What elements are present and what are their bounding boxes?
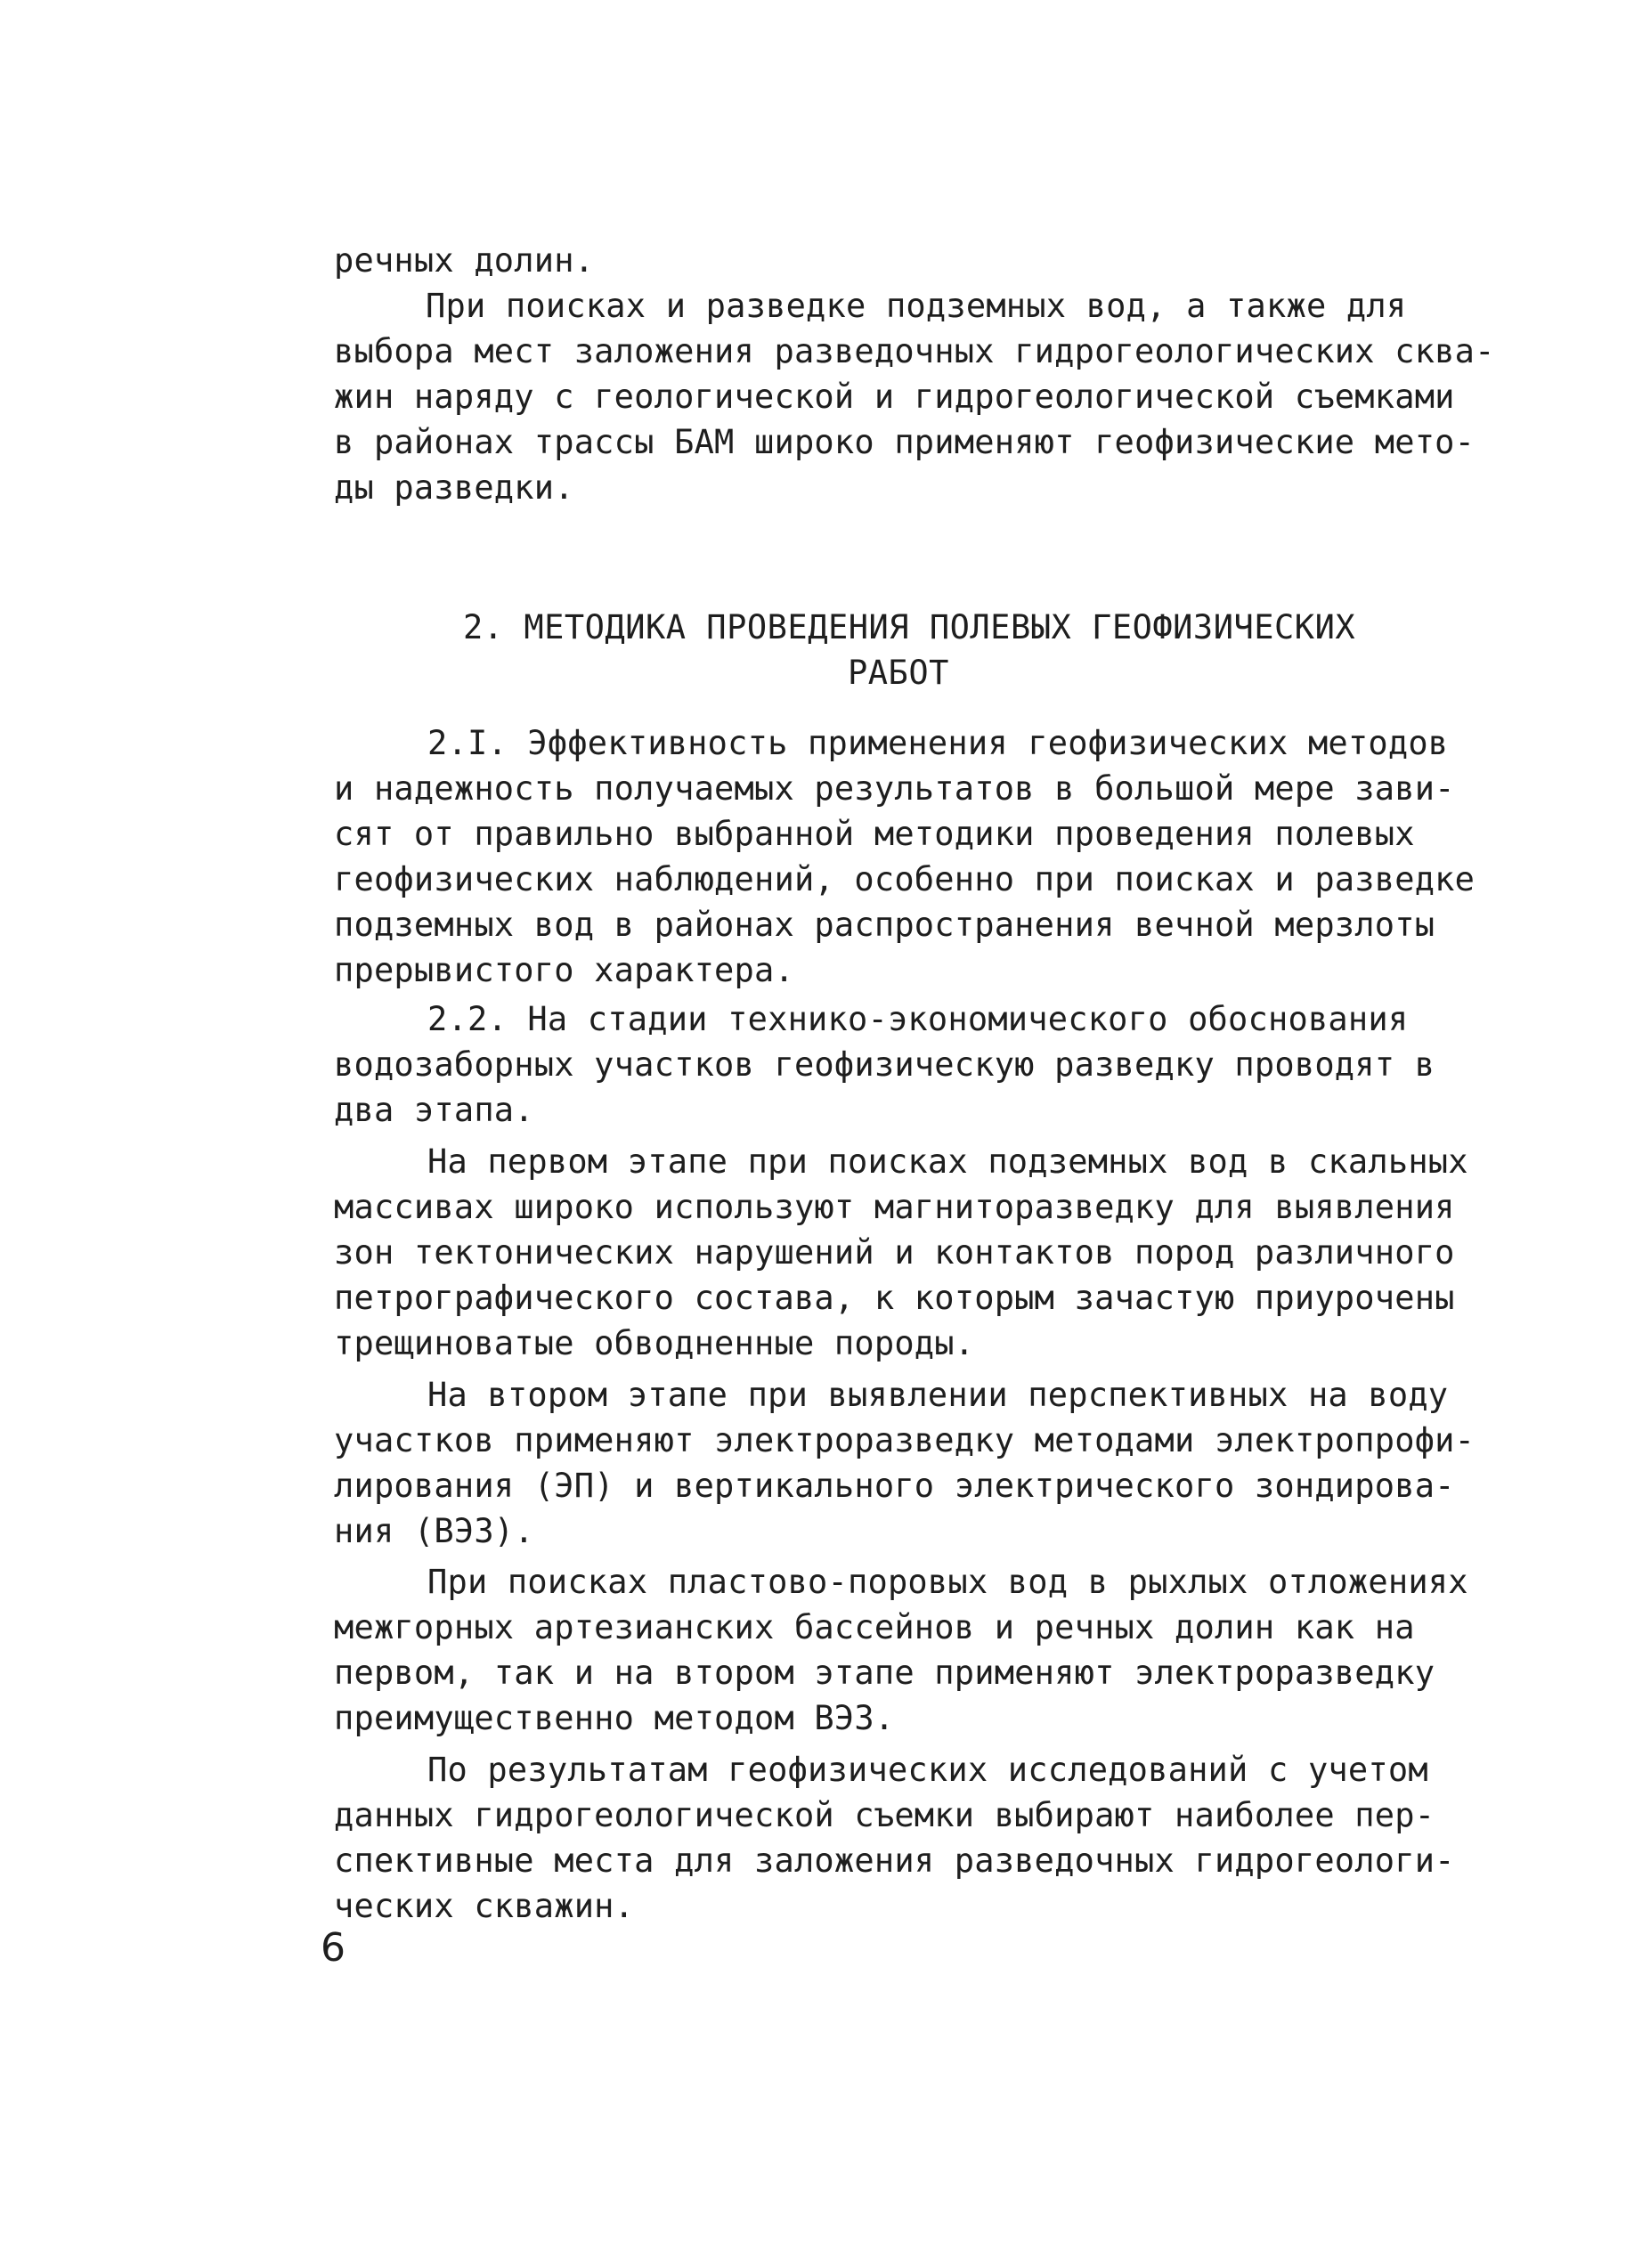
para-results-line-3: спективные места для заложения разведочных гидрогеологи- [334, 1841, 1455, 1880]
para-first-stage-line-2: массивах широко используют магниторазведку для выявления [334, 1188, 1455, 1226]
para-2-1-line-4: геофизических наблюдений, особенно при поисках и разведке [334, 860, 1475, 898]
para-results-line-4: ческих скважин. [334, 1887, 635, 1925]
para-2-1-line-3: сят от правильно выбранной методики проведения полевых [334, 815, 1415, 853]
intro-line-6: ды разведки. [334, 468, 574, 507]
para-porous-line-2: межгорных артезианских бассейнов и речных долин как на [334, 1608, 1415, 1646]
para-first-stage-line-1: На первом этапе при поисках подземных вод в скальных [427, 1142, 1468, 1181]
para-2-2-line-3: два этапа. [334, 1091, 534, 1129]
para-2-1-line-1: 2.I. Эффективность применения геофизических методов [427, 724, 1449, 762]
para-2-1-line-2: и надежность получаемых результатов в большой мере зави- [334, 769, 1455, 808]
para-2-2-line-1: 2.2. На стадии технико-экономического обоснования [427, 1000, 1409, 1038]
para-2-2-line-2: водозаборных участков геофизическую разведку проводят в [334, 1045, 1435, 1084]
para-second-stage-line-2: участков применяют электроразведку методами электропрофи- [334, 1421, 1475, 1459]
para-first-stage-line-3: зон тектонических нарушений и контактов пород различного [334, 1233, 1455, 1272]
para-first-stage-line-5: трещиноватые обводненные породы. [334, 1324, 975, 1362]
intro-line-5: в районах трассы БАМ широко применяют геофизические мето- [334, 423, 1475, 461]
para-porous-line-4: преимущественно методом ВЭЗ. [334, 1699, 895, 1737]
para-results-line-1: По результатам геофизических исследований с учетом [427, 1751, 1428, 1789]
para-results-line-2: данных гидрогеологической съемки выбирают наиболее пер- [334, 1796, 1435, 1834]
para-porous-line-1: При поисках пластово-поровых вод в рыхлых отложениях [427, 1563, 1468, 1601]
page-number: 6 [321, 1925, 345, 1971]
para-second-stage-line-3: лирования (ЭП) и вертикального электрического зондирова- [334, 1467, 1455, 1505]
para-2-1-line-6: прерывистого характера. [334, 951, 794, 989]
para-second-stage-line-4: ния (ВЭЗ). [334, 1512, 534, 1550]
para-second-stage-line-1: На втором этапе при выявлении перспективных на воду [427, 1376, 1449, 1414]
intro-line-4: жин наряду с геологической и гидрогеологической съемками [334, 378, 1455, 416]
section-heading-line-1: 2. МЕТОДИКА ПРОВЕДЕНИЯ ПОЛЕВЫХ ГЕОФИЗИЧЕСКИХ [463, 608, 1356, 646]
intro-line-3: выбора мест заложения разведочных гидрогеологических сква- [334, 332, 1495, 370]
intro-line-1: речных долин. [334, 241, 595, 280]
para-2-1-line-5: подземных вод в районах распространения вечной мерзлоты [334, 906, 1435, 944]
para-porous-line-3: первом, так и на втором этапе применяют электроразведку [334, 1654, 1435, 1692]
para-first-stage-line-4: петрографического состава, к которым зачастую приурочены [334, 1279, 1455, 1317]
intro-line-2: При поисках и разведке подземных вод, а также для [426, 287, 1407, 325]
section-heading-line-2: РАБОТ [848, 654, 949, 692]
